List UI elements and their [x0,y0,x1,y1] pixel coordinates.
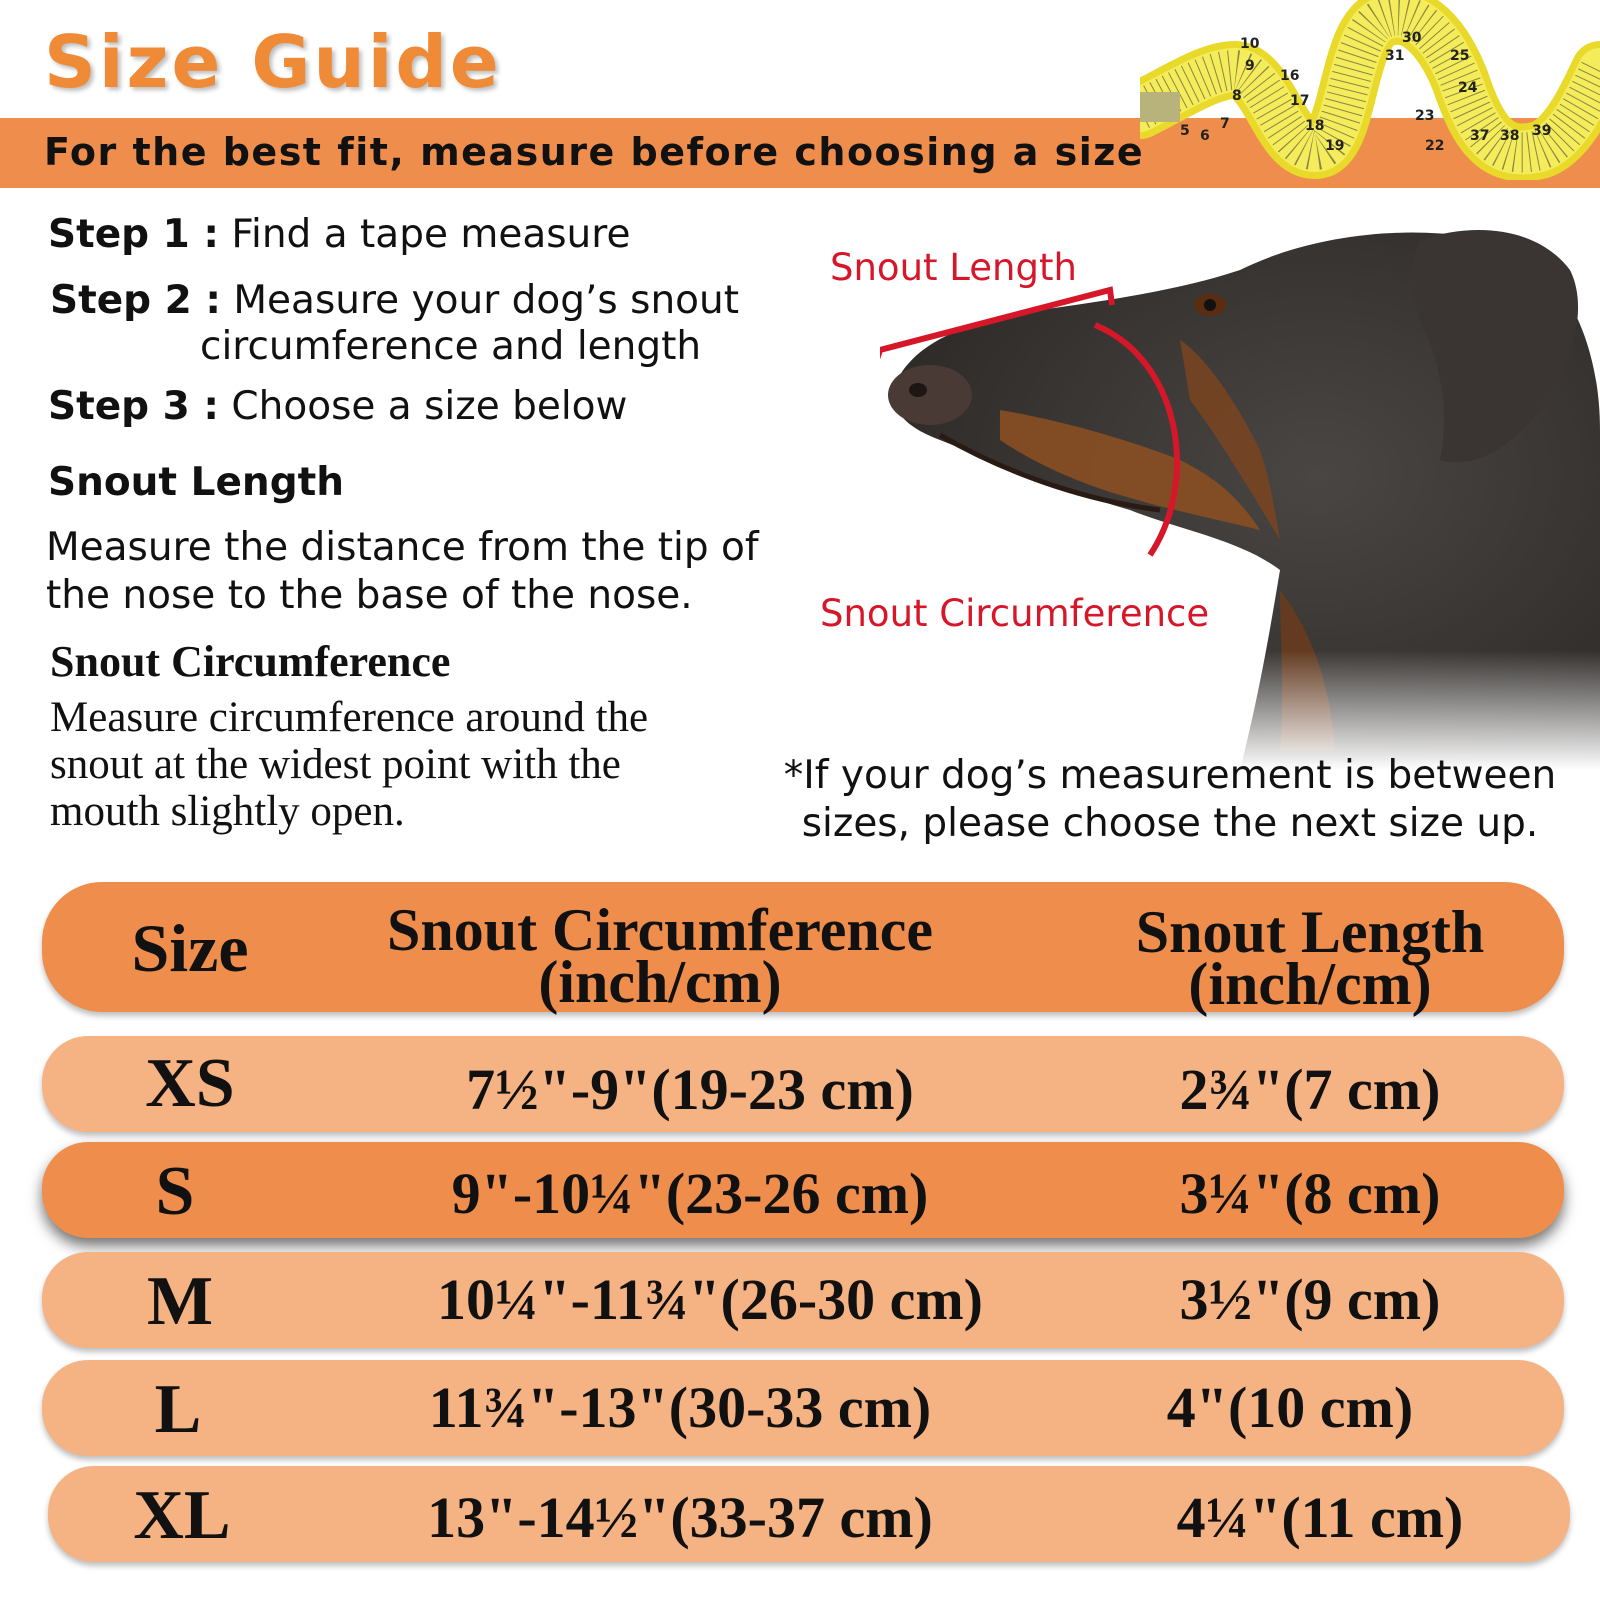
tape-number: 31 [1385,48,1405,64]
step-text: Measure your dog’s snout [233,278,740,323]
tape-number: 23 [1415,108,1435,124]
header-line: Snout Circumference [386,897,934,963]
tape-number: 25 [1450,48,1470,64]
row-length: 4"(10 cm) [1166,1375,1414,1440]
tape-number: 30 [1402,30,1422,46]
tape-number: 38 [1500,128,1520,144]
tape-number: 24 [1458,80,1478,96]
tape-number: 9 [1245,58,1255,74]
row-length: 3¼"(8 cm) [1179,1161,1441,1226]
tape-number: 16 [1280,68,1300,84]
snout-length-heading: Snout Length [48,460,345,505]
description-line: Measure circumference around the [50,694,649,741]
snout-length-label: Snout Length [830,246,1077,289]
banner-text: For the best fit, measure before choosing a size [44,130,1145,174]
row-size: XS [145,1045,235,1122]
snout-circumference-heading: Snout Circumference [50,637,451,686]
step-3 [48,384,627,429]
note-line: sizes, please choose the next size up. [801,801,1539,846]
step-label: Step 2 : [50,278,221,323]
row-size: XL [133,1477,231,1554]
row-length: 3½"(9 cm) [1179,1267,1441,1332]
row-circumference: 9"-10¼"(23-26 cm) [451,1161,929,1226]
row-length: 2¾"(7 cm) [1179,1057,1441,1122]
row-size: L [154,1371,202,1448]
row-circumference: 13"-14½"(33-37 cm) [427,1485,933,1550]
tape-number: 5 [1180,123,1190,139]
snout-circumference-label: Snout Circumference [820,592,1210,635]
description-line: mouth slightly open. [50,788,405,835]
header-length [1080,899,1540,1017]
tape-number: 18 [1305,118,1325,134]
description-line: the nose to the base of the nose. [46,573,693,618]
step-2-continued: circumference and length [200,324,702,369]
row-size: M [146,1263,214,1340]
page-title: Size Guide [44,20,502,104]
header-size: Size [131,910,249,986]
header-circumference [340,897,980,1015]
note-line: *If your dog’s measurement is between [783,753,1557,798]
dog-photo [880,210,1600,770]
header-line: Snout Length [1135,899,1485,965]
step-2 [50,278,739,323]
header-line: (inch/cm) [538,949,782,1015]
snout-circumference-description [50,694,648,835]
row-size: S [155,1153,195,1230]
tape-measure-image [1140,0,1600,180]
header-line: (inch/cm) [1188,951,1432,1017]
row-length: 4¼"(11 cm) [1176,1485,1464,1550]
step-text: Choose a size below [231,384,628,429]
tape-number: 22 [1425,138,1445,154]
description-line: Measure the distance from the tip of [46,525,759,570]
step-text: Find a tape measure [231,212,631,257]
tape-number: 19 [1325,138,1345,154]
tape-number: 37 [1470,128,1490,144]
tape-number: 39 [1532,123,1552,139]
description-line: snout at the widest point with the [50,741,621,788]
tape-number: 10 [1240,36,1260,52]
row-circumference: 11¾"-13"(30-33 cm) [428,1375,932,1440]
tape-number: 7 [1220,116,1230,132]
row-circumference: 10¼"-11¾"(26-30 cm) [436,1267,983,1332]
snout-length-description [46,524,759,620]
step-label: Step 3 : [48,384,219,429]
step-1 [48,212,630,257]
step-label: Step 1 : [48,212,219,257]
tape-number: 8 [1232,88,1242,104]
sizing-note [780,752,1560,848]
row-circumference: 7½"-9"(19-23 cm) [466,1057,914,1122]
tape-number: 6 [1200,128,1210,144]
tape-number: 17 [1290,93,1310,109]
